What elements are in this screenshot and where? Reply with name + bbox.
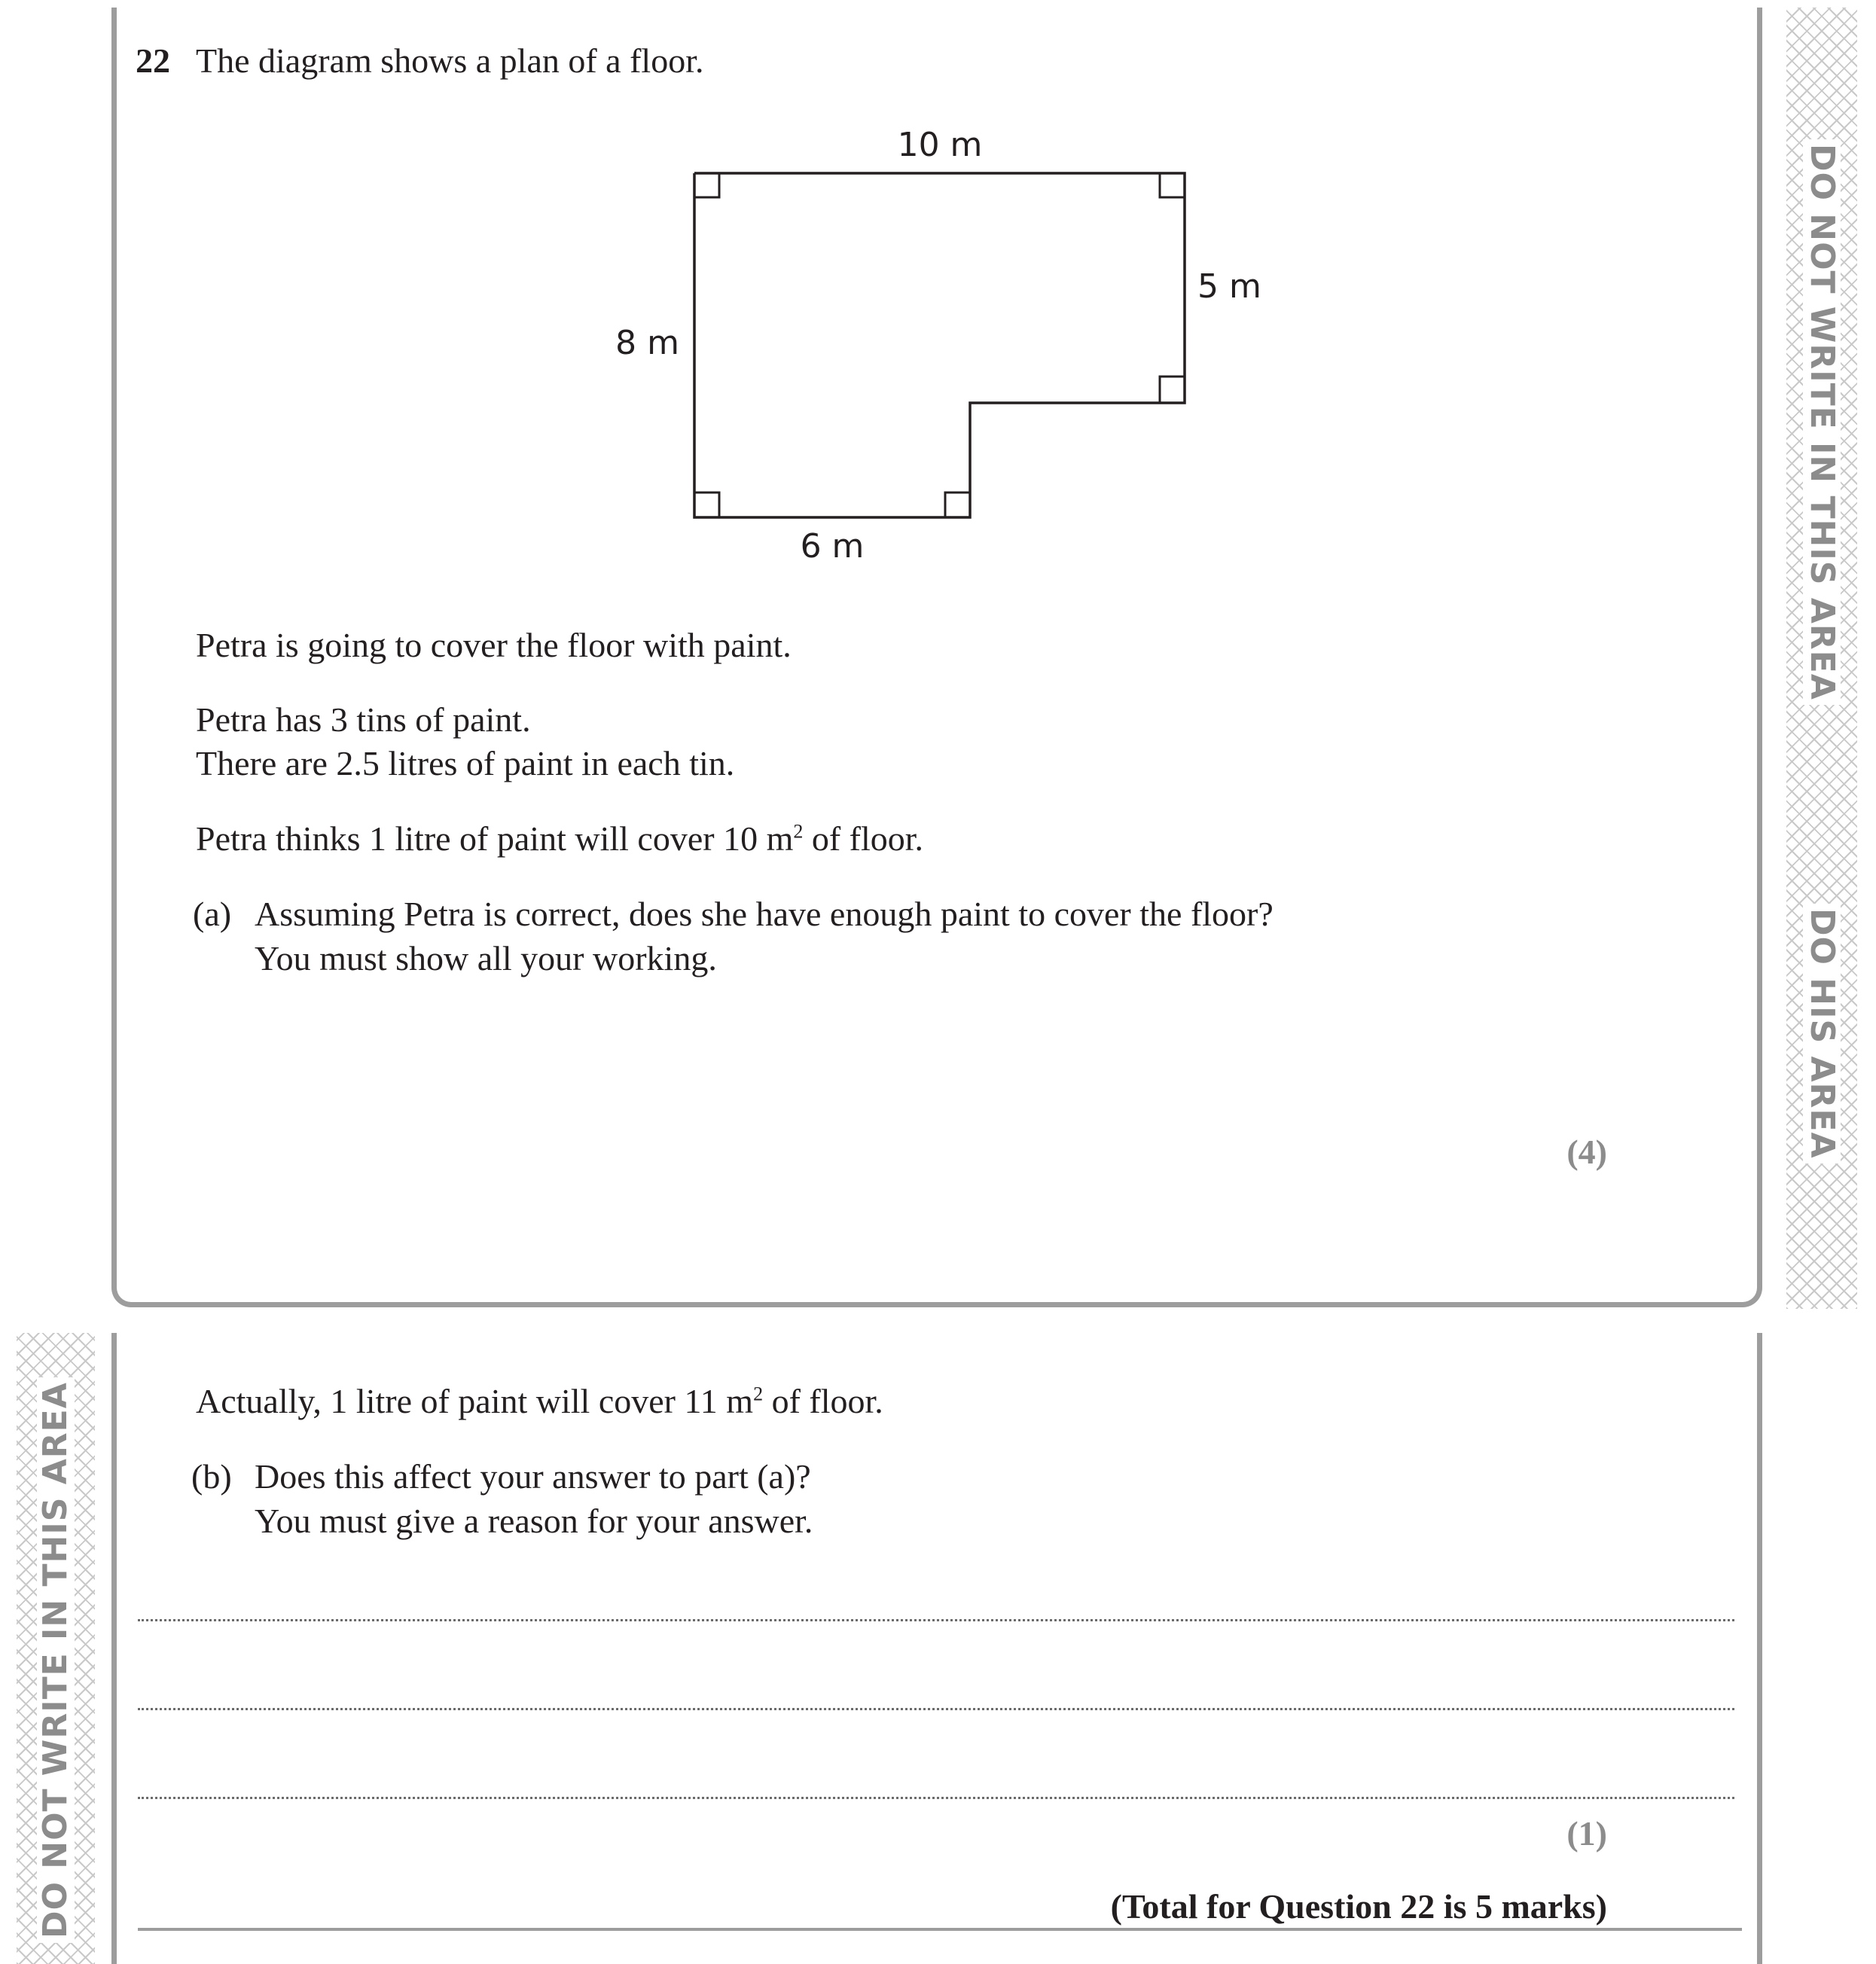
- frame-line-right-lower: [1757, 1333, 1762, 1964]
- answer-line-3[interactable]: [138, 1797, 1734, 1799]
- left-margin-label: DO NOT WRITE IN THIS AREA: [37, 1377, 75, 1943]
- frame-line-left-lower: [111, 1333, 117, 1964]
- part-a-line-1: Assuming Petra is correct, does she have enough paint to cover the floor?: [255, 895, 1274, 933]
- text-actually: Actually, 1 litre of paint will cover 11 $m^2$ of floor.: [196, 1382, 883, 1420]
- part-a-label: (a): [193, 895, 232, 933]
- floor-outline: [694, 173, 1185, 517]
- text-line-3: There are 2.5 litres of paint in each tin.: [196, 744, 735, 782]
- answer-line-1[interactable]: [138, 1619, 1734, 1621]
- part-a-marks: (4): [1566, 1133, 1607, 1171]
- part-b-line-2: You must give a reason for your answer.: [255, 1502, 813, 1540]
- answer-line-2[interactable]: [138, 1708, 1734, 1710]
- right-margin-label-upper: DO NOT WRITE IN THIS AREA: [1803, 139, 1841, 705]
- part-b-label: (b): [191, 1457, 232, 1496]
- question-number: 22: [136, 41, 170, 80]
- text-line-2: Petra has 3 tins of paint.: [196, 700, 531, 739]
- text-line-1: Petra is going to cover the floor with paint.: [196, 626, 792, 664]
- question-total: (Total for Question 22 is 5 marks): [1110, 1887, 1607, 1926]
- question-intro: The diagram shows a plan of a floor.: [196, 41, 704, 80]
- part-b-marks: (1): [1566, 1814, 1607, 1853]
- label-top-length: 10 m: [897, 126, 983, 164]
- bottom-rule: [138, 1928, 1742, 1931]
- right-margin-label-lower: DO HIS AREA: [1803, 904, 1841, 1163]
- label-right-length: 5 m: [1197, 267, 1261, 306]
- label-left-length: 8 m: [615, 324, 679, 362]
- part-a-line-2: You must show all your working.: [255, 939, 717, 977]
- label-bottom-length: 6 m: [800, 527, 865, 566]
- right-angle-markers: [694, 173, 1185, 517]
- floor-plan-diagram: [0, 0, 1876, 602]
- part-b-line-1: Does this affect your answer to part (a)?: [255, 1457, 811, 1496]
- text-petra-thinks: Petra thinks 1 litre of paint will cover 10 $m^2$ of floor.: [196, 819, 924, 858]
